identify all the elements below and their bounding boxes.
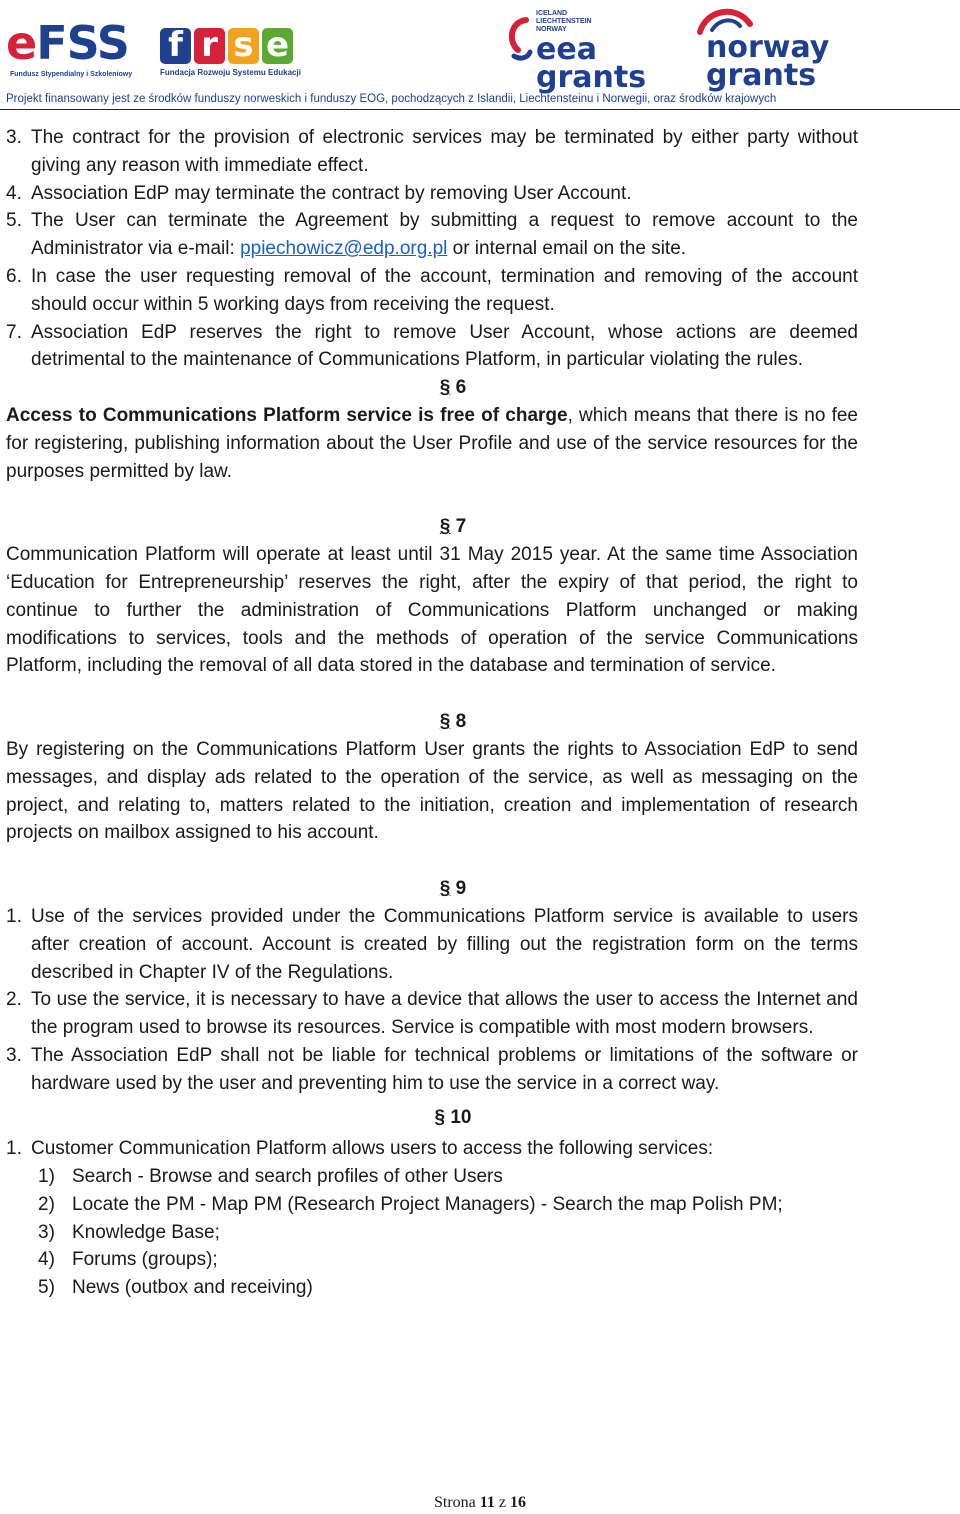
section-6-bold-lead: Access to Communications Platform service is free of charge <box>6 404 568 426</box>
header-divider <box>0 109 960 110</box>
list-item-number: 4. <box>6 182 22 204</box>
service-item-number: 4) <box>38 1249 55 1271</box>
service-item-text: Knowledge Base; <box>72 1221 220 1243</box>
page-footer <box>0 1494 960 1512</box>
project-funding-line: Projekt finansowany jest ze środków funduszy norweskich i funduszy EOG, pochodzących z Islandii, Liechtensteinu i Norwegii, oraz środków krajowych <box>6 93 777 105</box>
section-heading-8: § 8 <box>439 711 467 733</box>
fss-logo <box>6 18 136 80</box>
list-item-number: 5. <box>6 210 22 232</box>
list-item-text-after: or internal email on the site. <box>447 238 687 260</box>
eea-grants-wordmark: eea grants <box>536 32 647 95</box>
service-item-text: Search - Browse and search profiles of other Users <box>72 1166 503 1188</box>
norway-grants-logo <box>690 6 830 93</box>
frse-logo-subtitle: Fundacja Rozwoju Systemu Edukacji <box>160 68 301 77</box>
norway-grants-wordmark: norway grants <box>706 30 830 93</box>
frse-letter-s: s <box>228 28 259 64</box>
eea-swoosh-icon <box>506 16 534 66</box>
list-item <box>6 207 858 263</box>
list-item-number: 6. <box>6 265 22 287</box>
fss-logo-subtitle: Fundusz Stypendialny i Szkoleniowy <box>10 71 133 78</box>
service-item-text: Forums (groups); <box>72 1249 218 1271</box>
frse-letter-f: f <box>160 28 191 64</box>
section-8-paragraph: By registering on the Communications Platform User grants the rights to Association EdP to send messages, and display ads related to the operation of the service, as well as messaging on the project, and relating to, matters related to the initiation, creation and implementation of research projects on mailbox assigned to his account. <box>6 738 858 844</box>
list-item <box>6 1042 858 1098</box>
list-item-number: 1. <box>6 1138 22 1160</box>
frse-logo-letters <box>160 25 293 66</box>
eea-grants-logo <box>506 10 647 95</box>
service-item-number: 1) <box>38 1166 55 1188</box>
list-item-text: Association EdP may terminate the contract by removing User Account. <box>31 182 632 204</box>
frse-letter-r: r <box>194 28 225 64</box>
list-item-number: 2. <box>6 989 22 1011</box>
section-heading-9: § 9 <box>439 878 467 900</box>
list-item <box>6 319 858 375</box>
list-item <box>6 124 858 180</box>
section-heading-6: § 6 <box>439 377 467 399</box>
document-header <box>0 0 960 110</box>
footer-page-number: 11 <box>479 1494 495 1511</box>
section-heading-10: § 10 <box>434 1106 472 1128</box>
service-item-text: Locate the PM - Map PM (Research Project Managers) - Search the map Polish PM; <box>72 1193 783 1215</box>
eea-countries: ICELAND LIECHTENSTEIN NORWAY <box>536 10 592 33</box>
section-7-paragraph: Communication Platform will operate at least until 31 May 2015 year. At the same time Association ‘Education for Entrepreneurship’ reserves the right, after the expiry of that period, the right to continue to further the administration of Communications Platform unchanged or making modifications to services, tools and the methods of operation of the service Communications Platform, including the removal of all data stored in the database and termination of service. <box>6 544 858 677</box>
service-item <box>38 1219 858 1247</box>
service-item <box>38 1163 858 1191</box>
document-body <box>6 124 858 1302</box>
list-item-number: 3. <box>6 1044 22 1066</box>
services-list <box>6 1163 858 1302</box>
list-item-number: 7. <box>6 321 22 343</box>
list-item-text: To use the service, it is necessary to have a device that allows the user to access the Internet and the program used to browse its resources. Service is compatible with most modern browsers. <box>31 989 858 1039</box>
list-item-text: Customer Communication Platform allows users to access the following services: <box>31 1138 714 1160</box>
footer-of-word: z <box>498 1494 506 1511</box>
list-item-text: The contract for the provision of electronic services may be terminated by either party without giving any reason with immediate effect. <box>31 127 858 176</box>
service-item <box>38 1246 858 1274</box>
list-item <box>6 986 858 1042</box>
list-item-text: In case the user requesting removal of the account, termination and removing of the account should occur within 5 working days from receiving the request. <box>31 265 858 315</box>
list-item-text: Association EdP reserves the right to remove User Account, whose actions are deemed detrimental to the maintenance of Communications Platform, in particular violating the rules. <box>31 321 858 371</box>
service-item-number: 3) <box>38 1221 55 1243</box>
list-item-text: The Association EdP shall not be liable for technical problems or limitations of the software or hardware used by the user and preventing him to use the service in a correct way. <box>31 1044 858 1094</box>
section-6-text: , which means that there is no fee for registering, publishing information about the User Profile and use of the service resources for the purposes permitted by law. <box>6 404 858 482</box>
service-item-text: News (outbox and receiving) <box>72 1277 313 1299</box>
service-item-number: 2) <box>38 1193 55 1215</box>
email-link[interactable]: ppiechowicz@edp.org.pl <box>240 238 448 260</box>
section-6-paragraph <box>6 402 858 485</box>
frse-letter-e: e <box>262 28 293 64</box>
list-item <box>6 263 858 319</box>
list-item <box>6 180 858 208</box>
list-item <box>6 1135 858 1163</box>
frse-logo <box>160 25 301 80</box>
section-heading-7: § 7 <box>439 516 467 538</box>
footer-page-word: Strona <box>433 1494 476 1511</box>
list-item-text: The User can terminate the Agreement by submitting a request to remove account to the Administrator via e-mail: <box>31 210 858 260</box>
service-item-number: 5) <box>38 1277 55 1299</box>
list-item-text: Use of the services provided under the Communications Platform service is available to users after creation of account. Account is created by filling out the registration form on the terms described in Chapter IV of the Regulations. <box>31 905 858 983</box>
list-item-number: 3. <box>6 127 22 148</box>
list-item-number: 1. <box>6 905 22 927</box>
list-item <box>6 903 858 986</box>
fss-logo-word: eFSS <box>6 16 129 70</box>
service-item <box>38 1274 858 1302</box>
service-item <box>38 1191 858 1219</box>
footer-total-pages: 16 <box>510 1494 526 1511</box>
